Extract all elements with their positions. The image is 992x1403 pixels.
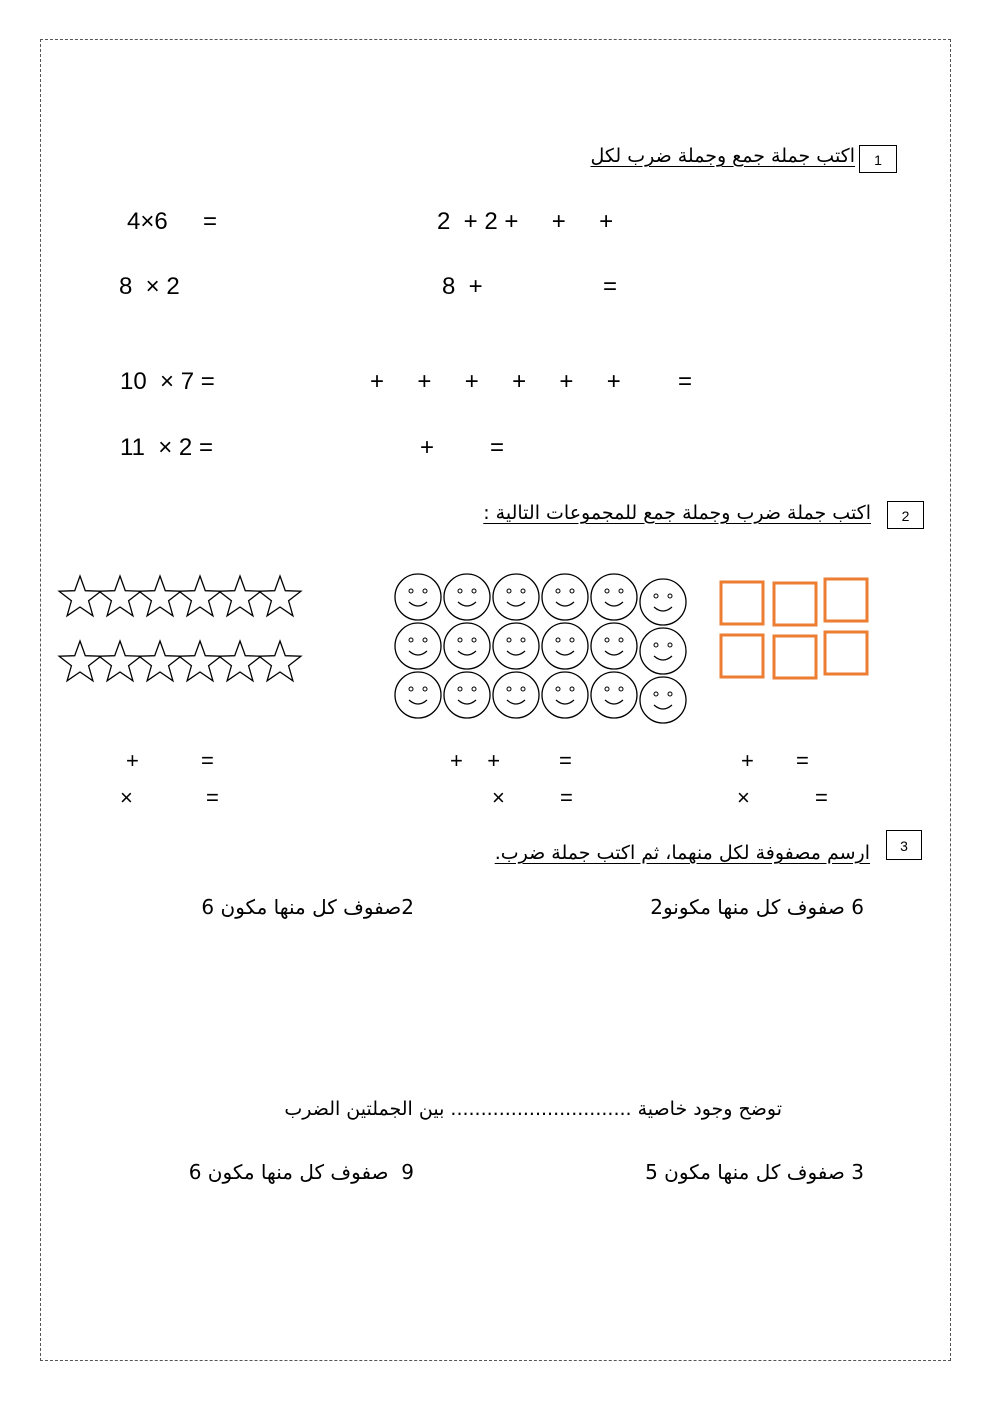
q1-row4-mult: 11 × 2 = — [120, 434, 213, 461]
q1-row2-mult: 8 × 2 — [119, 273, 180, 300]
question-1-title: اكتب جملة جمع وجملة ضرب لكل — [590, 145, 855, 167]
orange-square-icon — [774, 583, 816, 625]
faces-add-eq: = — [559, 748, 572, 773]
q1-row4-add: + — [420, 434, 435, 461]
question-3-title: ارسم مصفوفة لكل منهما، ثم اكتب جملة ضرب. — [494, 842, 870, 864]
question-2-number-box: 2 — [887, 501, 924, 529]
q1-row3-add-eq: = — [678, 368, 693, 395]
orange-square-icon — [825, 632, 867, 674]
q3-item-c: 3 صفوف كل منها مكون 5 — [645, 1160, 864, 1184]
stars-add-plus: + — [126, 748, 139, 773]
q1-row1-add: 2 + 2 + + + — [437, 208, 614, 235]
orange-square-icon — [774, 636, 816, 678]
faces-add-plus: + + — [450, 748, 501, 773]
q1-row4-add-eq: = — [490, 434, 505, 461]
question-3-number-box: 3 — [886, 830, 922, 860]
q3-item-a: 6 صفوف كل منها مكونو2 — [650, 895, 864, 919]
question-1-number-box: 1 — [859, 145, 897, 173]
stars-mul-eq: = — [206, 785, 219, 810]
faces-mul-eq: = — [560, 785, 573, 810]
q1-row1-mult-eq: = — [203, 208, 218, 235]
squares-mul-times: × — [737, 785, 750, 810]
stars-add-eq: = — [201, 748, 214, 773]
q1-row2-add-eq: = — [603, 273, 618, 300]
orange-square-icon — [721, 582, 763, 624]
orange-square-icon — [721, 635, 763, 677]
q3-item-d: 9 صفوف كل منها مكون 6 — [188, 1160, 414, 1184]
question-2-title: اكتب جملة ضرب وجملة جمع للمجموعات التالية : — [483, 502, 871, 524]
q1-row2-add: 8 + — [442, 273, 483, 300]
orange-square-icon — [825, 579, 867, 621]
faces-mul-times: × — [492, 785, 505, 810]
squares-add-eq: = — [796, 748, 809, 773]
q3-property-statement: توضح وجود خاصية .............................. بين الجملتين الضرب — [284, 1098, 782, 1120]
squares-add-plus: + — [741, 748, 754, 773]
q1-row3-mult: 10 × 7 = — [120, 368, 215, 395]
stars-mul-times: × — [120, 785, 133, 810]
q1-row3-add: + + + + + + — [370, 368, 621, 395]
squares-mul-eq: = — [815, 785, 828, 810]
q1-row1-mult: 4×6 — [127, 208, 168, 235]
q3-item-b: 2صفوف كل منها مكون 6 — [201, 895, 414, 919]
